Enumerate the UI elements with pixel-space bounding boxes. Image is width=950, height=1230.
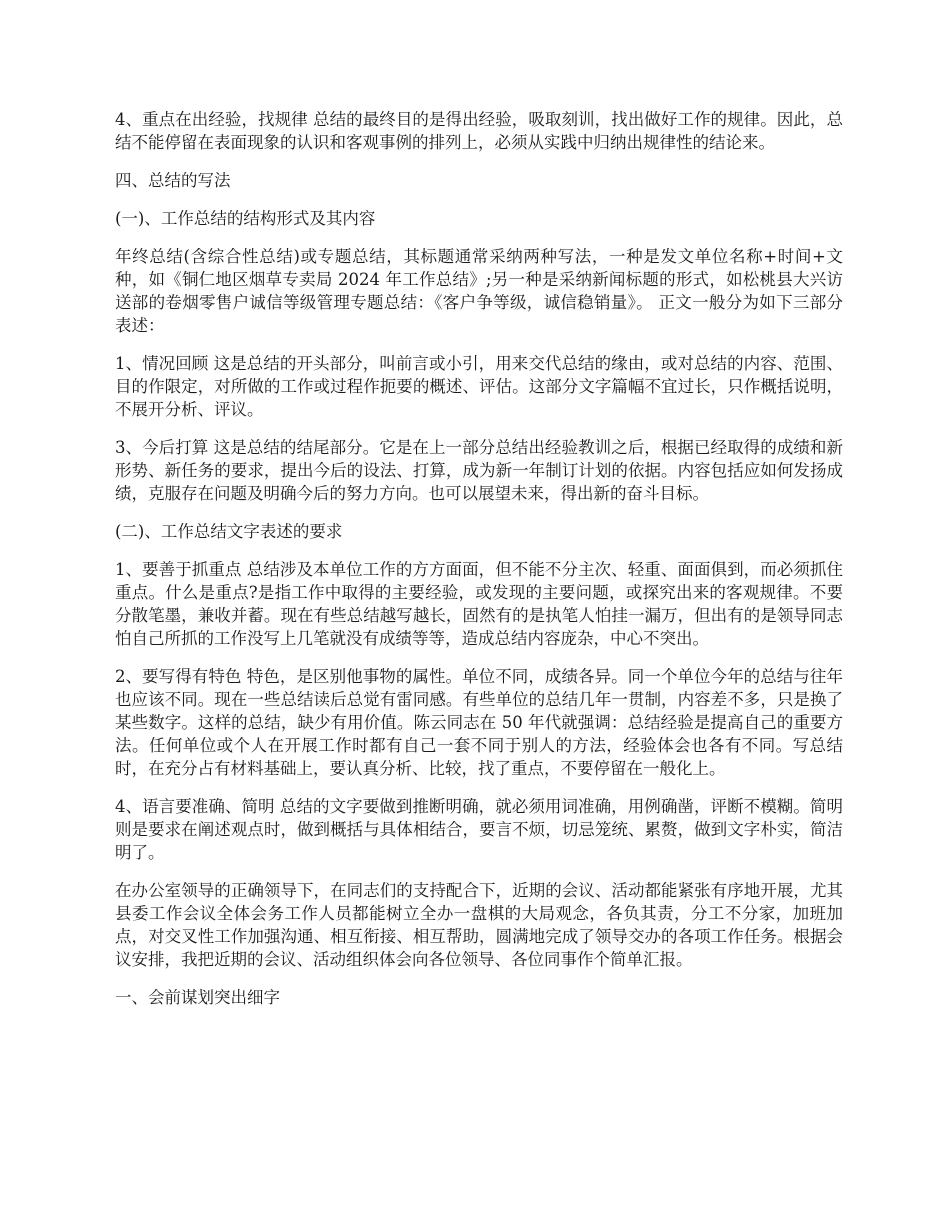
subheading-structure: (一)、工作总结的结构形式及其内容	[115, 209, 376, 228]
paragraph-summary-experience: 4、重点在出经验，找规律 总结的最终目的是得出经验，吸取刻训，找出做好工作的规律。因此，总结不能停留在表面现象的认识和客观事例的排列上，必须从实践中归纳出规律性的结论来。	[115, 110, 843, 152]
subheading-wording-requirements: (二)、工作总结文字表述的要求	[115, 522, 343, 541]
document-page	[115, 108, 843, 1024]
heading-writing-method: 四、总结的写法	[115, 171, 231, 190]
paragraph-accurate-language: 4、语言要准确、简明 总结的文字要做到推断明确，就必须用词准确，用例确凿，评断不模糊。简明则是要求在阐述观点时，做到概括与具体相结合，要言不烦，切忌笼统、累赘，做到文字朴实，简洁明了。	[115, 797, 843, 862]
paragraph-distinctive: 2、要写得有特色 特色，是区别他事物的属性。单位不同，成绩各异。同一个单位今年的总结与往年也应该不同。现在一些总结读后总觉有雷同感。有些单位的总结几年一贯制，内容差不多，只是换了某些数字。这样的总结，缺少有用价值。陈云同志在 50 年代就强调：总结经验是提高自己的重要方法。任何单位或个人在开展工作时都有自己一套不同于别人的方法，经验体会也各有不同。写总结时，在充分占有材料基础上，要认真分析、比较，找了重点，不要停留在一般化上。	[115, 667, 843, 778]
paragraph-future-plans: 3、今后打算 这是总结的结尾部分。它是在上一部分总结出经验教训之后，根据已经取得的成绩和新形势、新任务的要求，提出今后的设法、打算，成为新一年制订计划的依据。内容包括应如何发扬成绩，克服存在问题及明确今后的努力方向。也可以展望未来，得出新的奋斗目标。	[115, 438, 843, 503]
heading-pre-meeting: 一、会前谋划突出细字	[115, 988, 280, 1007]
paragraph-situation-review: 1、情况回顾 这是总结的开头部分，叫前言或小引，用来交代总结的缘由，或对总结的内容、范围、目的作限定，对所做的工作或过程作扼要的概述、评估。这部分文字篇幅不宜过长，只作概括说明，不展开分析、评议。	[115, 354, 843, 419]
paragraph-title-forms: 年终总结(含综合性总结)或专题总结，其标题通常采纳两种写法，一种是发文单位名称+时间+文种，如《铜仁地区烟草专卖局 2024 年工作总结》;另一种是采纳新闻标题的形式，如松桃县大兴访送部的卷烟零售户诚信等级管理专题总结：《客户争等级，诚信稳销量》。 正文一般分为如下三部分表述：	[115, 247, 843, 335]
paragraph-focus-points: 1、要善于抓重点 总结涉及本单位工作的方方面面，但不能不分主次、轻重、面面俱到，而必须抓住重点。什么是重点?是指工作中取得的主要经验，或发现的主要问题，或探究出来的客观规律。不要分散笔墨，兼收并蓄。现在有些总结越写越长，固然有的是执笔人怕挂一漏万，但出有的是领导同志怕自己所抓的工作没写上几笔就没有成绩等等，造成总结内容庞杂，中心不突出。	[115, 560, 843, 648]
paragraph-office-report: 在办公室领导的正确领导下，在同志们的支持配合下，近期的会议、活动都能紧张有序地开展，尤其县委工作会议全体会务工作人员都能树立全办一盘棋的大局观念，各负其责，分工不分家，加班加点，对交叉性工作加强沟通、相互衔接、相互帮助，圆满地完成了领导交办的各项工作任务。根据会议安排，我把近期的会议、活动组织体会向各位领导、各位同事作个简单汇报。	[115, 881, 843, 969]
